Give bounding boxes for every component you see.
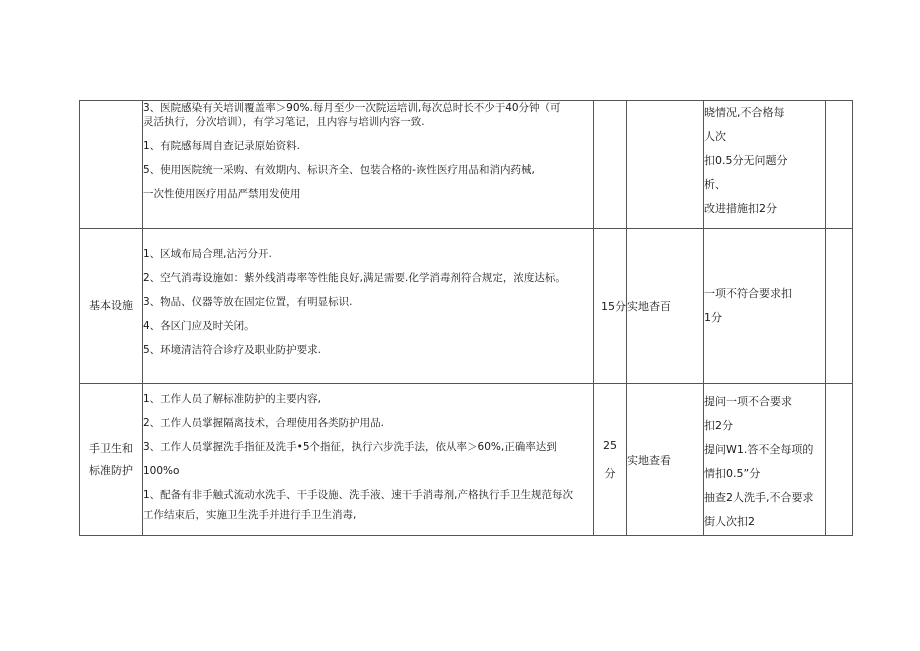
- method-label: 实地杳百: [627, 300, 671, 313]
- category-label: 手卫生和: [89, 441, 133, 455]
- deduction-line: 情扣0.5”分: [704, 467, 761, 480]
- deduction-line: 一项不符合要求扣: [704, 287, 792, 300]
- table-row: [80, 384, 853, 536]
- requirement-line: 一次性使用医疗用品严禁用发使用: [143, 188, 301, 200]
- inspection-table: [79, 100, 853, 536]
- requirements-cell: [143, 229, 594, 384]
- requirements-cell: [143, 101, 594, 229]
- deduction-line: 析、: [704, 178, 726, 191]
- category-label: 标准防护: [89, 463, 133, 477]
- requirement-line: 灵活执行，分次培训），有学习笔记，且内容与培训内容一致.: [143, 116, 425, 128]
- table-row: [80, 229, 853, 384]
- deduction-line: 1分: [704, 311, 722, 324]
- requirement-line: 5、使用医院统一采购、有效期内、标识齐全、包装合格的-诙性医疗用品和消内药械,: [143, 164, 535, 176]
- deduction-line: 改进措施扣2分: [704, 202, 777, 215]
- remarks-cell: [826, 229, 853, 384]
- score-cell: [594, 384, 627, 536]
- score-unit: 分: [604, 466, 616, 480]
- method-cell: [627, 101, 704, 229]
- score-cell: [594, 101, 627, 229]
- category-cell: [80, 384, 143, 536]
- deduction-line: 扣0.5分无问题分: [704, 154, 788, 167]
- requirement-line: 3、物品、仪器等放在固定位置，有明显标识.: [143, 296, 353, 308]
- requirement-line: 5、环境清洁符合诊疗及职业防护要求.: [143, 344, 322, 356]
- requirements-cell: [143, 384, 594, 536]
- deduction-line: 街人次扣2: [704, 515, 755, 528]
- score-value: 25: [603, 438, 617, 452]
- deduction-line: 提问W1.答不全每项的: [704, 443, 814, 456]
- deduction-line: 提问一项不合要求: [704, 395, 792, 408]
- requirement-line: 2、工作人员掌握隔离技术，合理使用各类防护用品.: [143, 417, 385, 429]
- deduction-line: 抽查2人洗手,不合要求: [704, 491, 814, 504]
- requirement-line: 3、医院感染有关培训覆盖率＞90%.每月至少一次院运培训,每次总时长不少于40分钟（可: [143, 102, 561, 114]
- requirement-line: 100%o: [143, 465, 180, 477]
- requirement-line: 工作结束后，实施卫生洗手并进行手卫生消毒,: [143, 509, 357, 521]
- deduction-cell: [704, 229, 826, 384]
- method-cell: [627, 384, 704, 536]
- requirement-line: 1、工作人员了解标准防护的主要内容,: [143, 393, 322, 405]
- requirement-line: 1、有院感每周自查记录原始资料.: [143, 140, 301, 152]
- deduction-cell: [704, 101, 826, 229]
- remarks-cell: [826, 101, 853, 229]
- category-cell: [80, 101, 143, 229]
- score-value: 15分: [601, 300, 626, 313]
- table-row: [80, 101, 853, 229]
- deduction-line: 扣2分: [704, 419, 733, 432]
- method-label: 实地查看: [627, 453, 671, 467]
- category-cell: [80, 229, 143, 384]
- requirement-line: 4、各区门应及时关闭。: [143, 320, 255, 332]
- score-cell: [594, 229, 627, 384]
- requirement-line: 3、工作人员掌握洗手指征及洗手•5个指征，执行六步洗手法，依从率＞60%,正确率达到: [143, 441, 557, 453]
- remarks-cell: [826, 384, 853, 536]
- deduction-cell: [704, 384, 826, 536]
- requirement-line: 2、空气消毒设施如：紫外线消毒率等性能良好,满足需要.化学消毒剂符合规定，浓度达标。: [143, 272, 566, 284]
- method-cell: [627, 229, 704, 384]
- deduction-line: 晓情况,不合格每: [704, 106, 785, 119]
- requirement-line: 1、区域布局合理,沾污分开.: [143, 248, 272, 260]
- requirement-line: 1、配备有非手触式流动水洗手、干手设施、洗手液、速干手消毒剂,产格执行手卫生规范每次: [143, 489, 574, 501]
- deduction-line: 人次: [704, 130, 726, 143]
- category-label: 基本设施: [89, 299, 133, 312]
